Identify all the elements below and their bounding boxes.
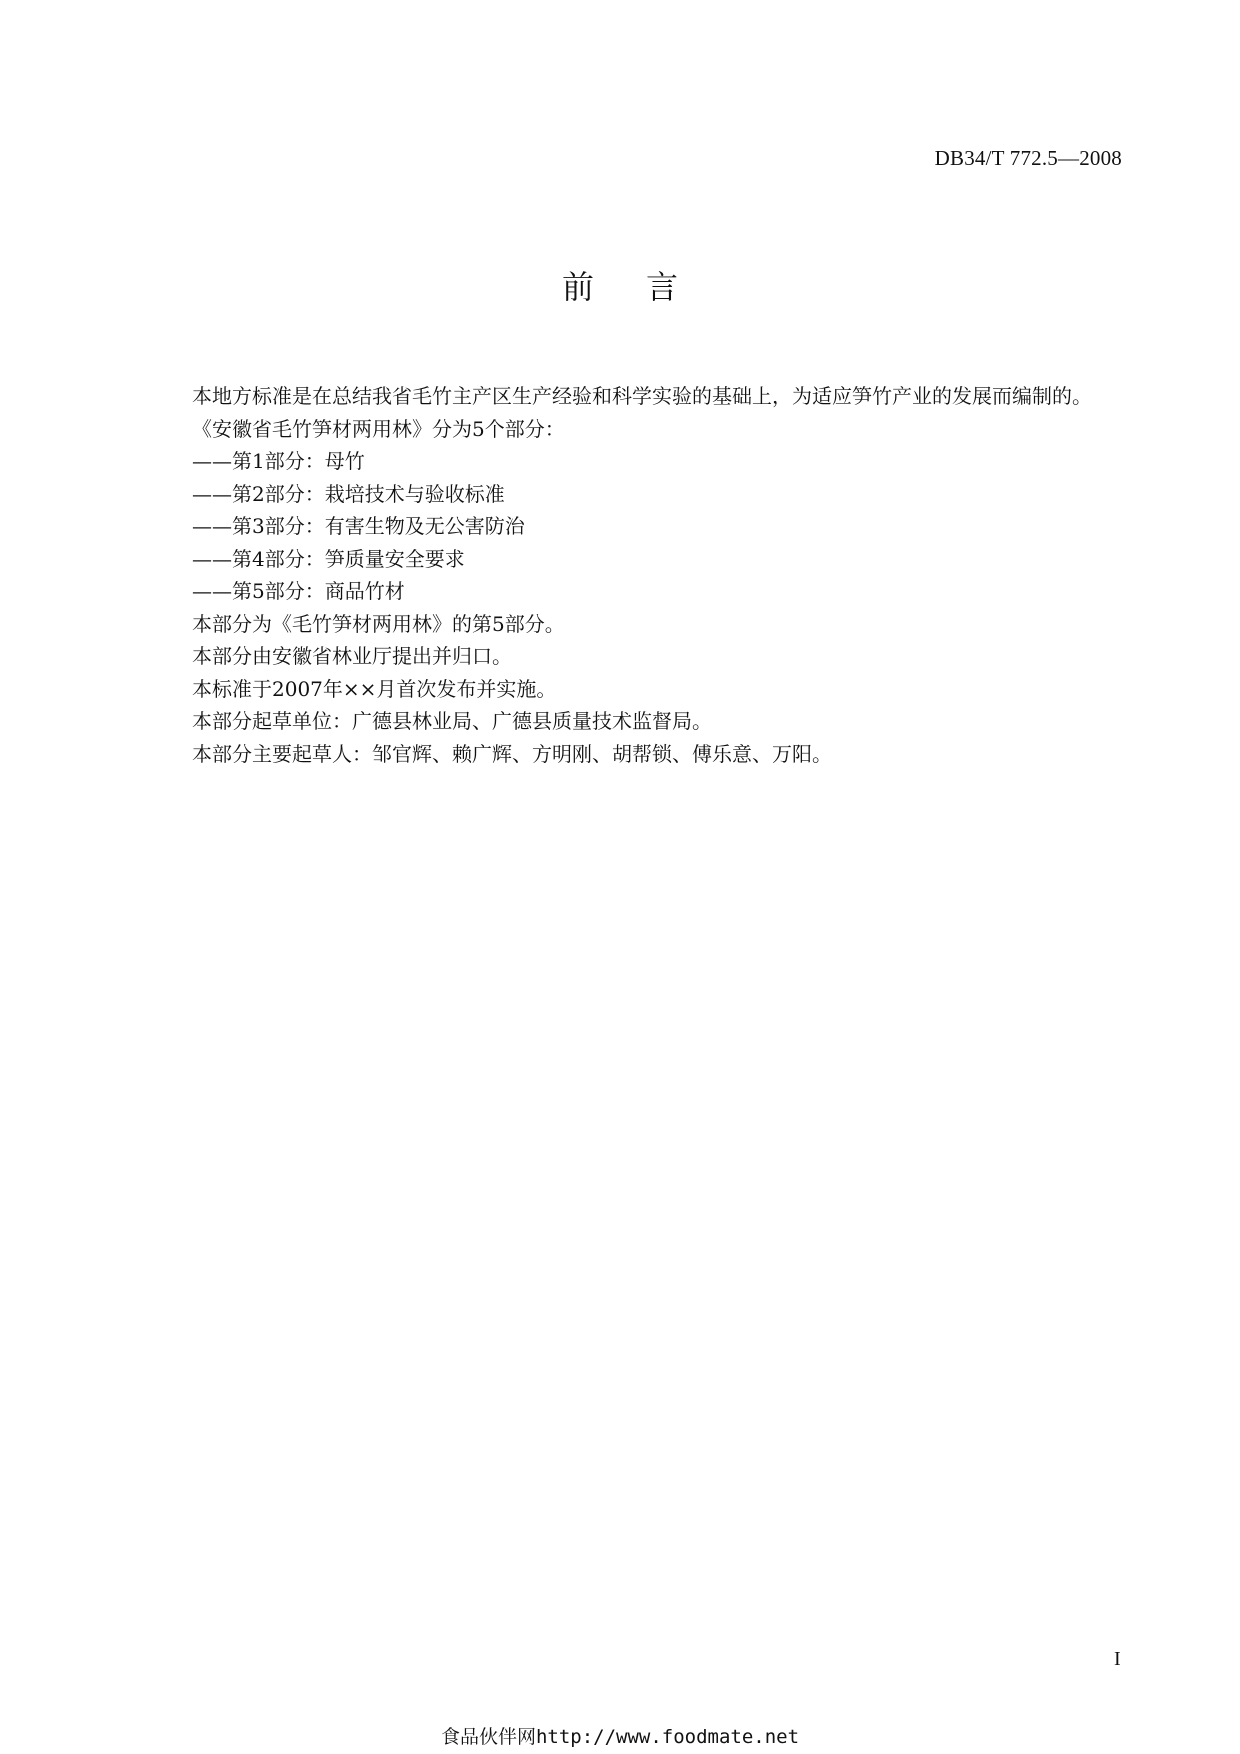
footer-url[interactable]: http://www.foodmate.net	[535, 1726, 800, 1748]
paragraph-drafting-units: 本部分起草单位：广德县林业局、广德县质量技术监督局。	[192, 709, 712, 733]
footer	[0, 1722, 1240, 1749]
part-list-item: ——第2部分：栽培技术与验收标准	[192, 481, 505, 506]
part-list-item: ——第3部分：有害生物及无公害防治	[192, 514, 525, 538]
paragraph-this-part: 本部分为《毛竹笋材两用林》的第5部分。	[192, 611, 565, 636]
page-number: I	[1114, 1648, 1121, 1670]
paragraph-release: 本标准于2007年××月首次发布并实施。	[192, 676, 557, 701]
footer-site-name: 食品伙伴网	[440, 1726, 536, 1748]
paragraph-parts-summary: 《安徽省毛竹笋材两用林》分为5个部分：	[192, 416, 565, 441]
foreword-body	[134, 380, 1124, 770]
paragraph-intro: 本地方标准是在总结我省毛竹主产区生产经验和科学实验的基础上，为适应笋竹产业的发展而编制的。	[192, 384, 1092, 408]
paragraph-drafters: 本部分主要起草人：邹官辉、赖广辉、方明刚、胡帮锁、傅乐意、万阳。	[192, 741, 832, 766]
part-list-item: ——第5部分：商品竹材	[192, 579, 405, 603]
part-list-item: ——第4部分：笋质量安全要求	[192, 546, 465, 571]
standard-code: DB34/T 772.5—2008	[934, 146, 1122, 170]
page-title: 前言	[561, 268, 730, 306]
paragraph-proposer: 本部分由安徽省林业厅提出并归口。	[192, 644, 512, 668]
part-list-item: ——第1部分：母竹	[192, 449, 365, 473]
